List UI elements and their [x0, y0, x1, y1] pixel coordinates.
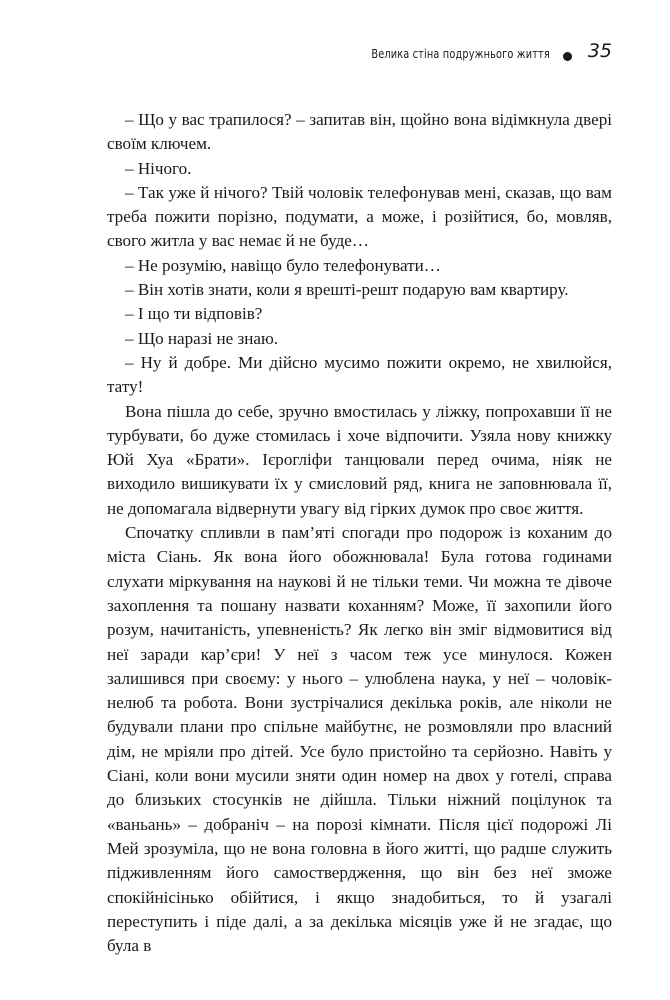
page-number: 35: [587, 40, 612, 62]
body-text: [107, 108, 612, 958]
paragraph: Вона пішла до себе, зручно вмостилась у ліжку, попрохавши її не турбувати, бо дуже стомилась і хоче відпочити. Узяла нову книжку Юй Хуа «Брати». Ієрогліфи танцювали перед очима, ніяк не виходило вишикувати їх у смисловий ряд, книга не заповнювала її, не допомагала відвернути увагу від гірких думок про своє життя.: [107, 401, 612, 518]
running-header-title: Велика стіна подружнього життя: [371, 46, 550, 61]
paragraph: – Так уже й нічого? Твій чоловік телефонував мені, сказав, що вам треба пожити порізно, подумати, а може, і розійтися, бо, мовляв, свого житла у вас немає й не буде…: [107, 182, 612, 251]
paragraph: – Що наразі не знаю.: [125, 328, 279, 348]
paragraph: – Ну й добре. Ми дійсно мусимо пожити окремо, не хвилюйся, тату!: [107, 352, 612, 397]
running-header: [0, 40, 612, 70]
paragraph: – Що у вас трапилося? – запитав він, щойно вона відімкнула двері своїм ключем.: [107, 110, 612, 154]
paragraph: – Нічого.: [125, 158, 192, 178]
paragraph: Спочатку спливли в пам’яті спогади про подорож із коханим до міста Сіань. Як вона його обожнювала! Була готова годинами слухати міркування на наукові й не тільки теми. Чи можна те дівоче захоплення та пошану назвати коханням? Може, її захопили його розум, начитаність, упевненість? Як легко він зміг відмовитися від неї заради кар’єри! У неї з часом теж усе минулося. Кожен залишився при своєму: у нього – улюблена наука, у неї – чоловік-нелюб та робота. Вони зустрічалися декілька років, але ніколи не будували плани про спільне майбутнє, не розмовляли про власний дім, не мріяли про дітей. Усе було пристойно та серйозно. Навіть у Сіані, коли вони мусили зняти один номер на двох у готелі, справа до близьких стосунків не дійшла. Тільки ніжний поцілунок та «ваньань» – добраніч – на порозі кімнати. Після цієї подорожі Лі Мей зрозуміла, що не вона головна в його житті, що радше служить підживленням його самоствердження, що він без неї зможе спокійнісінько обійтися, і якщо знадобиться, то й узагалі переступить і піде далі, а за декілька місяців уже й не згадає, що була в: [107, 523, 612, 956]
paragraph: – І що ти відповів?: [125, 304, 263, 324]
paragraph: – Він хотів знати, коли я врешті-решт подарую вам квартиру.: [125, 280, 569, 300]
bullet-dot-icon: [563, 52, 572, 61]
paragraph: – Не розумію, навіщо було телефонувати…: [125, 255, 441, 275]
